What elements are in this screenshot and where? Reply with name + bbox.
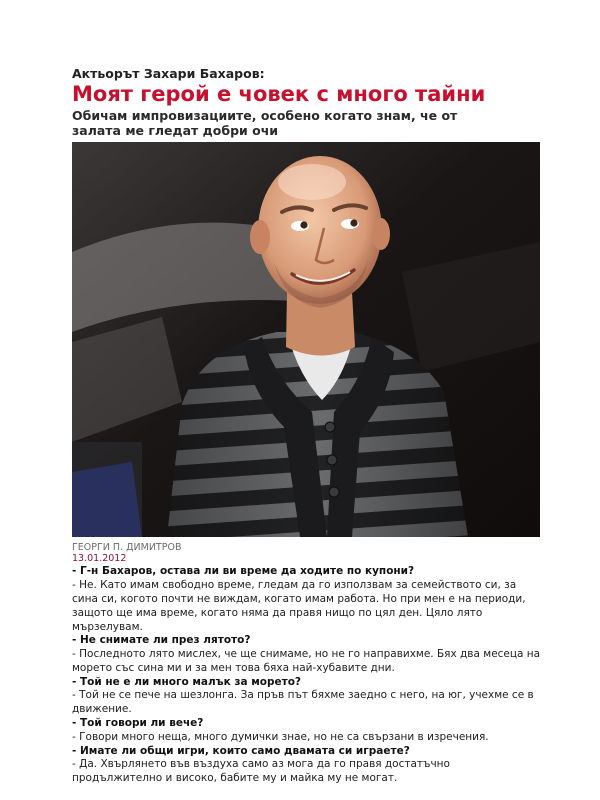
question: - Имате ли общи игри, които само двамата си играете? [72,744,410,757]
article-kicker: Актьорът Захари Бахаров: [72,66,265,81]
answer: - Последното лято мислех, че ще снимаме, но не го направихме. Бях два месеца на морето със сина ми и за мен това бяха най-хубавите дни. [72,648,541,674]
portrait-photo-icon [72,142,540,537]
question: - Г-н Бахаров, остава ли ви време да ходите по купони? [72,565,415,578]
article [72,66,542,786]
answer: - Не. Като имам свободно време, гледам да го използвам за семейството си, за сина си, когото почти не виждам, когато имам работа. Но при мен е на периоди, защото ще има време, когато няма да правя нищо по цял ден. Цяло лято мързелувам. [72,578,526,633]
question: - Той не е ли много малък за морето? [72,675,302,688]
answer: - Да. Хвърлянето във въздуха само аз мога да го правя достатъчно продължително и високо, бабите му и майка му не могат. [72,758,450,785]
publish-date: 13.01.2012 [72,552,127,564]
answer: - Той не се пече на шезлонга. За пръв път бяхме заедно с него, на юг, учехме се в движение. [72,689,534,716]
question: - Той говори ли вече? [72,717,204,730]
author-name: ГЕОРГИ П. ДИМИТРОВ [72,541,182,553]
question: - Не снимате ли през лятото? [72,634,251,647]
article-headline: Моят герой е човек с много тайни [72,82,486,106]
article-subhead: Обичам импровизациите, особено когато знам, че от залата ме гледат добри очи [72,108,458,139]
answer: - Говори много неща, много думички знае, но не са свързани в изречения. [72,730,489,743]
interview-body [72,565,542,786]
